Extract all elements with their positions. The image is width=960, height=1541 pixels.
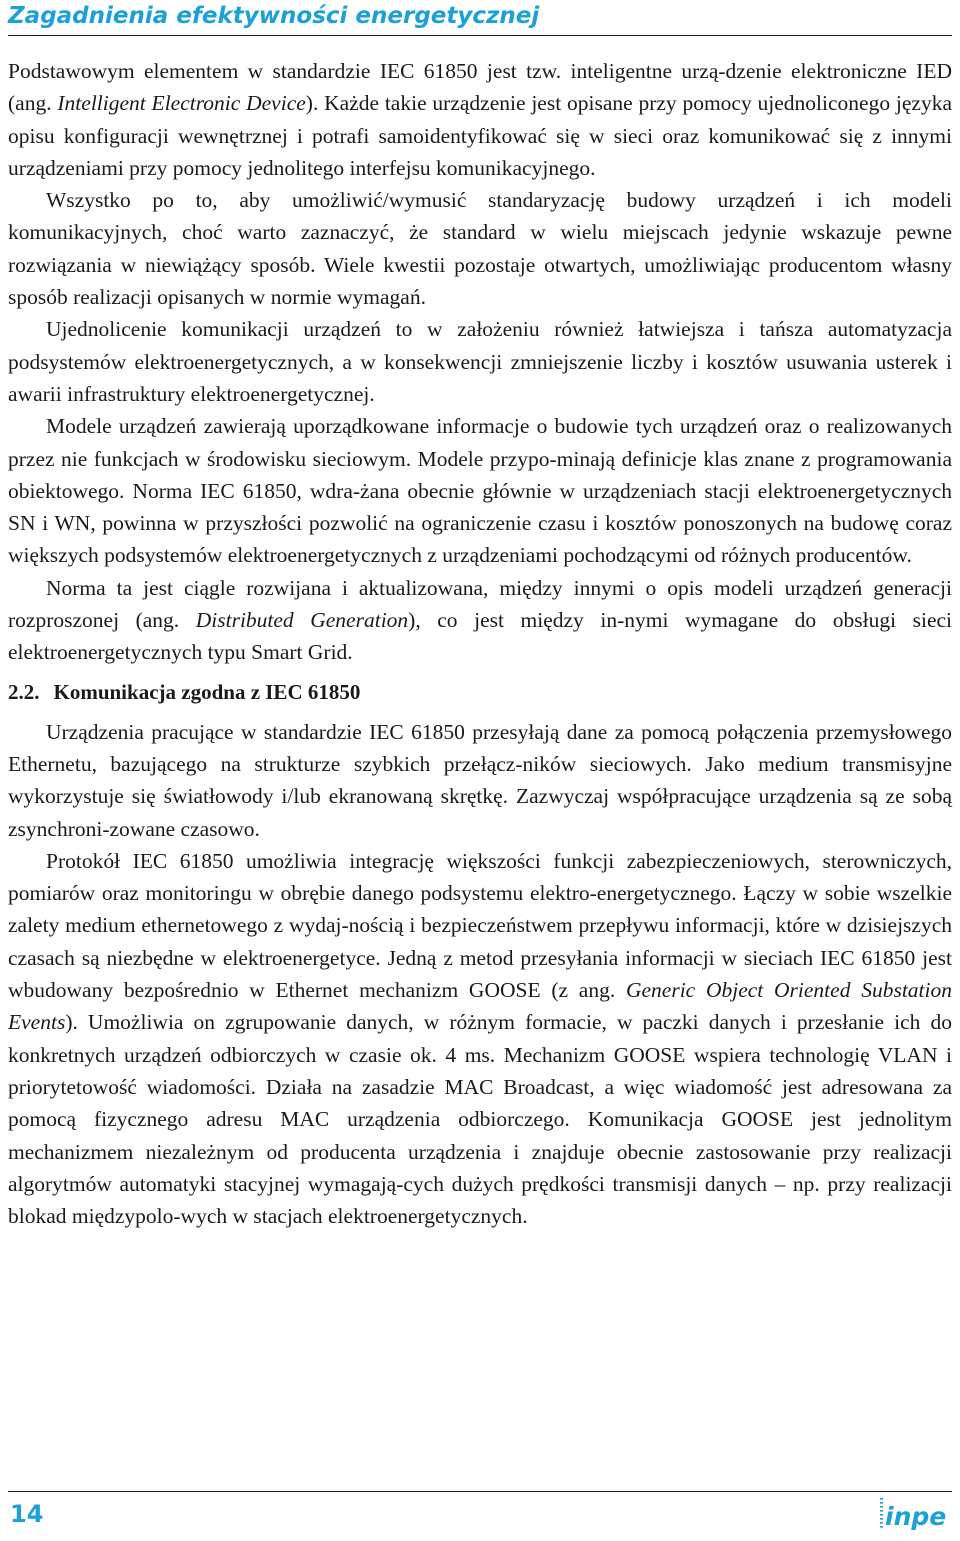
paragraph-ied (8, 55, 952, 184)
logo-wordmark: inpe (885, 1502, 947, 1531)
text-run: Protokół IEC 61850 umożliwia integrację większości funkcji zabezpieczeniowych, sterowniczych, pomiarów oraz monitoringu w obrębie danego podsystemu elektro-energetycznego. Łączy w sobie wszelkie zalety medium ethernetowego z wydaj-nością i bezpieczeństwem przepływu informacji, które w dzisiejszych czasach są niezbędne w elektroenergetyce. Jedną z metod przesyłania informacji w sieciach IEC 61850 jest wbudowany bezpośrednio w Ethernet mechanizm GOOSE (z ang. (8, 848, 952, 1003)
italic-term: Intelligent Electronic Device (57, 91, 306, 116)
footer-divider (8, 1491, 952, 1492)
article-body (8, 55, 952, 1232)
header-divider (8, 35, 952, 36)
paragraph-ethernet: Urządzenia pracujące w standardzie IEC 61850 przesyłają dane za pomocą połączenia przemysłowego Ethernetu, bazującego na strukturze szybkich przełącz-ników sieciowych. Jako medium transmisyjne wykorzystuje się światłowody i/lub ekranowaną skrętkę. Zazwyczaj współpracujące urządzenia są ze sobą zsynchroni-zowane czasowo. (8, 719, 952, 841)
header-title: Zagadnienia efektywności energetycznej (8, 3, 540, 29)
paragraph-device-models: Modele urządzeń zawierają uporządkowane informacje o budowie tych urządzeń oraz o realizowanych przez nie funkcjach w środowisku sieciowym. Modele przypo-minają definicje klas znane z programowania obiektowego. Norma IEC 61850, wdra-żana obecnie głównie w urządzeniach stacji elektroenergetycznych SN i WN, powinna w przyszłości pozwolić na ograniczenie czasu i kosztów ponoszonych na budowę coraz większych podsystemów elektroenergetycznych z urządzeniami pochodzącymi od różnych producentów. (8, 414, 952, 568)
text-run: ). Każde takie urządzenie jest opisane przy pomocy ujednoliconego języka opisu konfiguracji wewnętrznej i potrafi samoidentyfikować się w sieci oraz komunikować się z innymi urządzeniami przy pomocy jednolitego interfejsu komunikacyjnego. (8, 91, 952, 180)
text-run: Norma ta jest ciągle rozwijana i aktualizowana, między innymi o opis modeli urządzeń generacji rozproszonej (ang. (8, 575, 952, 633)
page-header (8, 0, 952, 36)
inpe-logo (877, 1496, 953, 1536)
paragraph-unification: Ujednolicenie komunikacji urządzeń to w założeniu również łatwiejsza i tańsza automatyzacja podsystemów elektroenergetycznych, a w konsekwencji zmniejszenie liczby i kosztów usuwania usterek i awarii infrastruktury elektroenergetycznej. (8, 317, 952, 406)
italic-term: Distributed Generation (195, 608, 409, 633)
section-number: 2.2. (8, 679, 40, 704)
section-title: Komunikacja zgodna z IEC 61850 (53, 679, 361, 704)
text-run: ). Umożliwia on zgrupowanie danych, w różnym formacie, w paczki danych i przesłanie ich do konkretnych urządzeń odbiorczych w czasie ok. 4 ms. Mechanizm GOOSE wspiera technologię VLAN i priorytetowość wiadomości. Działa na zasadzie MAC Broadcast, a więc wiadomość jest adresowana za pomocą fizycznego adresu MAC urządzenia odbiorczego. Komunikacja GOOSE jest jednolitym mechanizmem niezależnym od producenta urządzenia i znajduje obecnie zastosowanie przy realizacji algorytmów automatyki stacyjnej wymagają-cych dużych prędkości transmisji danych – np. przy realizacji blokad międzypolo-wych w stacjach elektroenergetycznych. (8, 1010, 952, 1229)
paragraph-standardization: Wszystko po to, aby umożliwić/wymusić standaryzację budowy urządzeń i ich modeli komunikacyjnych, choć warto zaznaczyć, że standard w wielu miejscach jedynie wskazuje pewne rozwiązania w niewiążący sposób. Wiele kwestii pozostaje otwartych, umożliwiając producentom własny sposób realizacji opisanych w normie wymagań. (8, 188, 952, 310)
paragraph-distributed-generation (8, 572, 952, 669)
page-number: 14 (10, 1500, 44, 1528)
text-run: ), co jest między in-nymi wymagane do obsługi sieci elektroenergetycznych typu Smart Grid. (8, 608, 953, 665)
section-heading (8, 676, 952, 708)
italic-term: Generic Object Oriented Substation Events (8, 978, 952, 1035)
text-run: Podstawowym elementem w standardzie IEC 61850 jest tzw. inteligentne urzą-dzenie elektroniczne IED (ang. (8, 59, 952, 116)
paragraph-goose (8, 845, 952, 1233)
